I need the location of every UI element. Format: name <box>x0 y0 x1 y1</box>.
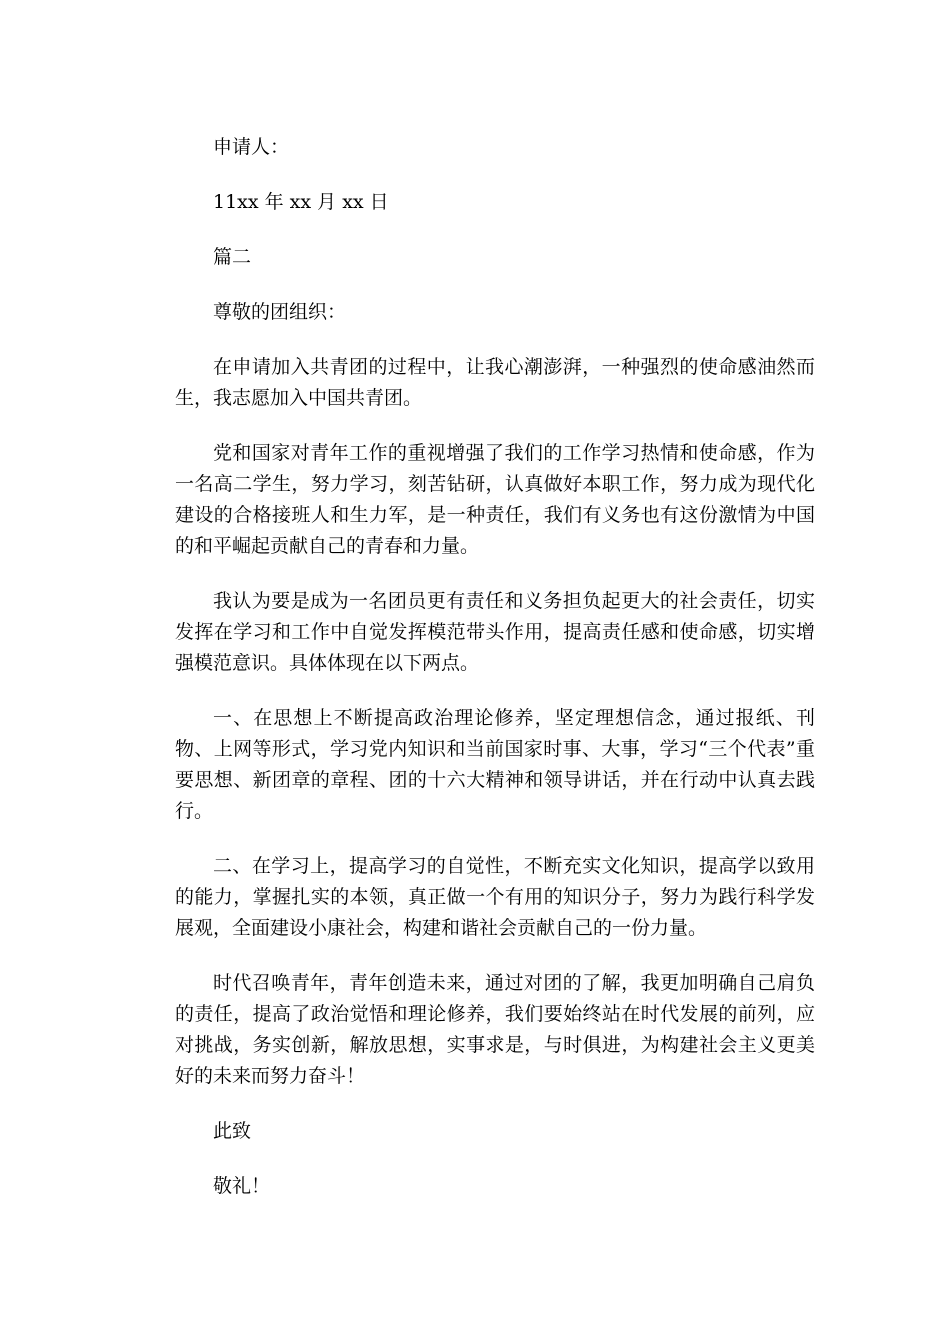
paragraph: 一、在思想上不断提高政治理论修养，坚定理想信念，通过报纸、刊物、上网等形式，学习党内知识和当前国家时事、大事，学习“三个代表”重要思想、新团章的章程、团的十六大精神和领导讲话，并在行动中认真去践行。 <box>175 707 815 822</box>
applicant-label: 申请人： <box>213 136 290 158</box>
paragraph: 时代召唤青年，青年创造未来，通过对团的了解，我更加明确自己肩负的责任，提高了政治觉悟和理论修养，我们要始终站在时代发展的前列，应对挑战，务实创新，解放思想，实事求是，与时俱进，为构建社会主义更美好的未来而努力奋斗！ <box>175 972 815 1087</box>
paragraph: 党和国家对青年工作的重视增强了我们的工作学习热情和使命感，作为一名高二学生，努力学习，刻苦钻研，认真做好本职工作，努力成为现代化建设的合格接班人和生力军，是一种责任，我们有义务也有这份激情为中国的和平崛起贡献自己的青春和力量。 <box>175 442 815 557</box>
paragraph: 我认为要是成为一名团员更有责任和义务担负起更大的社会责任，切实发挥在学习和工作中自觉发挥模范带头作用，提高责任感和使命感，切实增强模范意识。具体体现在以下两点。 <box>175 590 815 674</box>
paragraph: 二、在学习上，提高学习的自觉性，不断充实文化知识，提高学以致用的能力，掌握扎实的本领，真正做一个有用的知识分子，努力为践行科学发展观，全面建设小康社会，构建和谐社会贡献自己的一份力量。 <box>175 855 815 939</box>
closing-salute: 敬礼！ <box>213 1175 271 1197</box>
date-line: 11xx 年 xx 月 xx 日 <box>213 191 389 213</box>
closing-greeting: 此致 <box>213 1120 252 1142</box>
section-title: 篇二 <box>213 246 252 268</box>
salutation: 尊敬的团组织： <box>213 301 347 323</box>
paragraph: 在申请加入共青团的过程中，让我心潮澎湃，一种强烈的使命感油然而生，我志愿加入中国共青团。 <box>175 356 815 409</box>
document-body <box>175 132 815 1202</box>
